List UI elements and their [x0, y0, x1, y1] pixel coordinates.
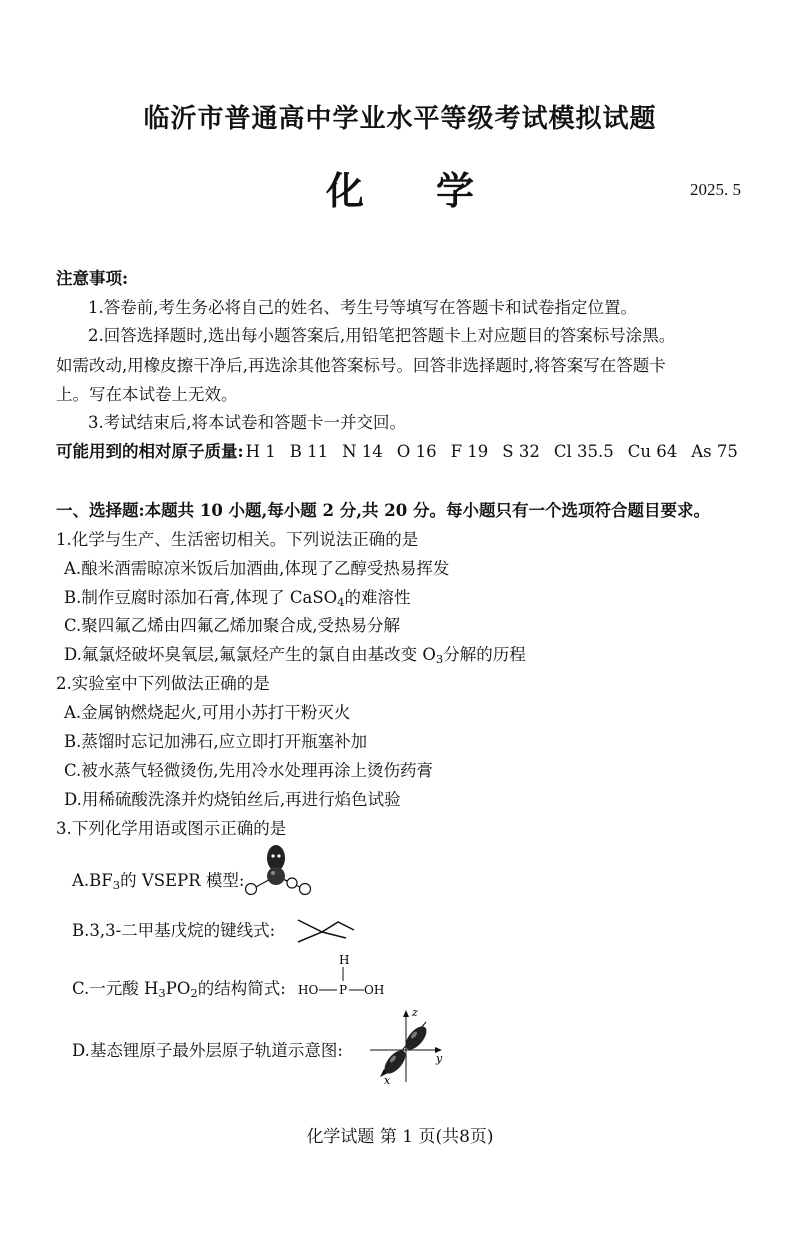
mass-f: F 19: [450, 442, 489, 461]
p-orbital-diagram-figure: [364, 1006, 448, 1086]
atomic-masses: [56, 441, 752, 463]
skeletal-formula-figure: [296, 916, 358, 944]
q2-option-a: A.金属钠燃烧起火,可用小苏打干粉灭火: [64, 703, 351, 722]
atomic-masses-label: 可能用到的相对原子质量:: [56, 442, 244, 461]
page-footer: 化学试题 第 1 页(共8页): [306, 1127, 494, 1147]
notice-item-2-end: 上。写在本试卷上无效。: [56, 385, 238, 404]
mass-h: H 1: [245, 442, 276, 461]
mass-n: N 14: [342, 442, 383, 461]
mass-cu: Cu 64: [627, 442, 678, 461]
struct-p: P: [339, 983, 348, 997]
q3-option-d: D.基态锂原子最外层原子轨道示意图:: [72, 1041, 343, 1060]
mass-s: S 32: [502, 442, 540, 461]
q2-option-c: C.被水蒸气轻微烫伤,先用冷水处理再涂上烫伤药膏: [64, 761, 434, 780]
q2-option-d: D.用稀硫酸洗涤并灼烧铂丝后,再进行焰色试验: [64, 790, 401, 809]
subject-title: 化学: [325, 168, 546, 213]
notice-heading: 注意事项:: [56, 269, 129, 288]
q3-stem: 3.下列化学用语或图示正确的是: [56, 819, 287, 838]
axis-x-label: x: [384, 1074, 391, 1086]
q1-option-d: D.氟氯烃破坏臭氧层,氟氯烃产生的氯自由基改变 $O_3$分解的历程: [64, 645, 526, 666]
notice-item-2-cont: 如需改动,用橡皮擦干净后,再选涂其他答案标号。回答非选择题时,将答案写在答题卡: [56, 356, 666, 375]
q2-option-b: B.蒸馏时忘记加沸石,应立即打开瓶塞补加: [64, 732, 368, 751]
q3-option-a: $A.BF_3$的 VSEPR 模型:: [72, 871, 245, 892]
q1-stem: 1.化学与生产、生活密切相关。下列说法正确的是: [56, 530, 419, 549]
h3po2-structure-figure: [296, 952, 392, 998]
axis-y-label: y: [436, 1052, 443, 1065]
q3-option-b: B.3,3-二甲基戊烷的键线式:: [72, 921, 276, 940]
struct-oh: OH: [364, 983, 385, 997]
notice-item-1: 1.答卷前,考生务必将自己的姓名、考生号等填写在答题卡和试卷指定位置。: [88, 298, 637, 317]
mass-o: O 16: [396, 442, 437, 461]
mass-as: As 75: [691, 442, 738, 461]
struct-ho: HO: [298, 983, 319, 997]
axis-z-label: z: [412, 1006, 418, 1019]
q3-option-c: C.一元酸 $H_3PO_2$的结构简式:: [72, 979, 286, 1000]
exam-title: 临沂市普通高中学业水平等级考试模拟试题: [143, 104, 657, 134]
q1-option-c: C.聚四氟乙烯由四氟乙烯加聚合成,受热易分解: [64, 616, 401, 635]
notice-item-2: 2.回答选择题时,选出每小题答案后,用铅笔把答题卡上对应题目的答案标号涂黑。: [88, 326, 676, 345]
q1-option-b: B.制作豆腐时添加石膏,体现了 CaSO$_4$的难溶性: [64, 588, 411, 609]
mass-b: B 11: [289, 442, 329, 461]
mass-cl: Cl 35.5: [553, 442, 614, 461]
bf3-vsepr-model-figure: [238, 842, 318, 902]
q2-stem: 2.实验室中下列做法正确的是: [56, 674, 270, 693]
struct-h: H: [339, 953, 350, 967]
exam-date: 2025. 5: [690, 180, 741, 199]
section-heading: 一、选择题:本题共 10 小题,每小题 2 分,共 20 分。每小题只有一个选项符合题目要求。: [56, 501, 710, 520]
notice-item-3: 3.考试结束后,将本试卷和答题卡一并交回。: [88, 413, 406, 432]
q1-option-a: A.酿米酒需晾凉米饭后加酒曲,体现了乙醇受热易挥发: [64, 559, 450, 578]
